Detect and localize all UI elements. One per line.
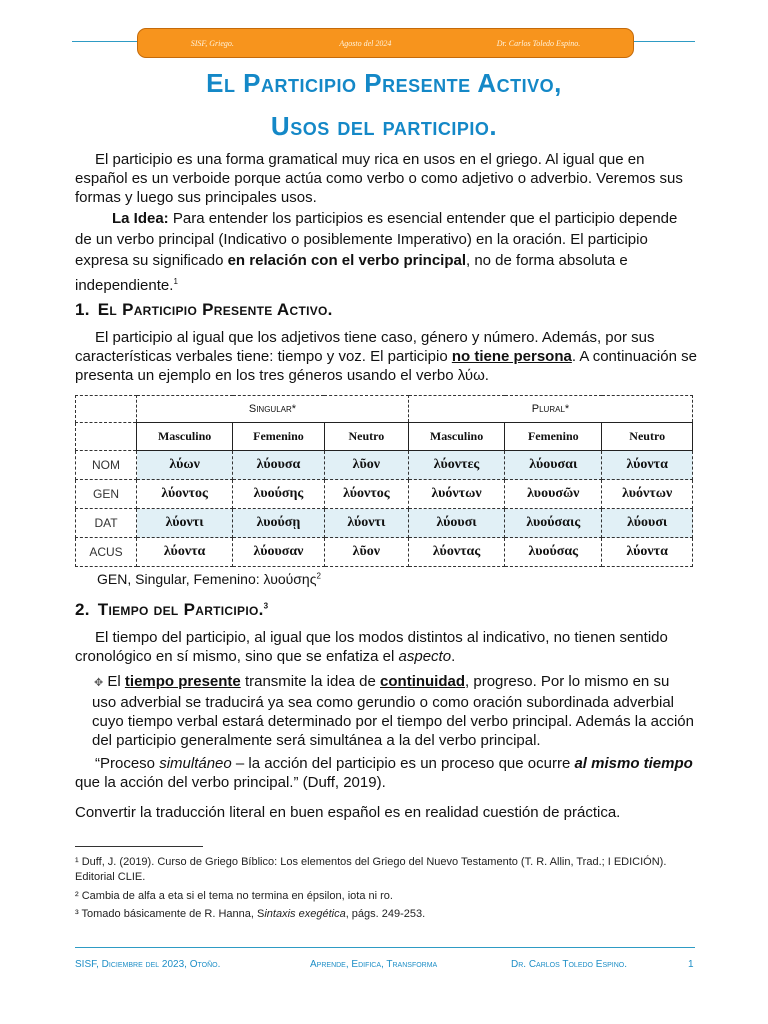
form-cell: λύοντα	[602, 451, 693, 480]
section-1-underlined: no tiene persona	[451, 348, 572, 365]
present-tense-bullet	[92, 672, 697, 750]
section-2-title: Tiempo del Participio.	[97, 600, 264, 619]
form-cell: λῦον	[324, 451, 408, 480]
table-row	[76, 509, 693, 538]
case-label: DAT	[76, 509, 137, 538]
form-cell: λύουσαι	[505, 451, 602, 480]
idea-bold: en relación con el verbo principal	[227, 252, 466, 269]
footnote-3-text-2: , págs. 249-253.	[345, 908, 426, 920]
form-cell: λυούσῃ	[233, 509, 325, 538]
form-cell: λυούσης	[233, 480, 325, 509]
page-title: El Participio Presente Activo,	[206, 68, 562, 98]
case-label: ACUS	[76, 538, 137, 567]
form-cell: λύοντι	[324, 509, 408, 538]
bullet-text-1: El	[103, 673, 125, 690]
intro-paragraph: El participio es una forma gramatical muy rica en usos en el griego. Al igual que en español es un verboide porque actúa como verbo o como adjetivo o adverbio. Veremos sus formas y luego sus principales usos.	[75, 151, 683, 206]
footnote-3-text-1: ³ Tomado básicamente de R. Hanna, S	[75, 908, 265, 920]
quote-text-3: que la acción del verbo principal.” (Duff, 2019).	[75, 774, 386, 791]
bullet-underlined-1: tiempo presente	[124, 673, 241, 690]
section-1-number: 1.	[75, 300, 90, 319]
quote-text-2: – la acción del participio es un proceso que ocurre	[231, 755, 575, 772]
duff-quote	[75, 754, 697, 792]
page-subtitle: Usos del participio.	[270, 111, 498, 141]
section-2-number: 2.	[75, 600, 90, 619]
group-plural: Plural*	[408, 396, 692, 423]
table-row	[76, 451, 693, 480]
section-2-paragraph	[75, 628, 697, 666]
section-2-text-2: .	[451, 648, 456, 665]
idea-text-1: Para entender los participios es esencial entender que el participio depende de un verbo principal (Indicativo o posiblemente Imperativo) en la oración. El participio expresa su significado	[75, 210, 678, 269]
footer-left: SISF, Diciembre del 2023, Otoño.	[75, 959, 221, 970]
footnote-3-italic: intaxis exegética	[264, 908, 346, 920]
gender-header: Femenino	[233, 423, 325, 451]
section-2-text-1: El tiempo del participio, al igual que los modos distintos al indicativo, no tienen sentido cronológico en sí mismo, sino que se enfatiza el	[75, 629, 668, 665]
closing-paragraph: Convertir la traducción literal en buen español es en realidad cuestión de práctica.	[75, 804, 621, 821]
table-corner-2	[76, 423, 137, 451]
form-cell: λύοντος	[137, 480, 233, 509]
form-cell: λυόντων	[408, 480, 504, 509]
gender-header: Neutro	[602, 423, 693, 451]
form-cell: λύοντα	[137, 538, 233, 567]
section-1-text-1: El participio al igual que los adjetivos tiene caso, género y número. Además, por sus características verbales tiene: tiempo y voz. El participio	[75, 329, 655, 365]
gender-header: Masculino	[408, 423, 504, 451]
section-1-paragraph	[75, 328, 697, 385]
quote-italic: simultáneo	[159, 755, 232, 772]
footnote-1: ¹ Duff, J. (2019). Curso de Griego Bíblico: Los elementos del Griego del Nuevo Testamento (T. R. Allin, Trad.; I EDICIÓN). Editorial CLIE.	[75, 856, 667, 883]
form-cell: λῦον	[324, 538, 408, 567]
group-singular: Singular*	[137, 396, 409, 423]
form-cell: λύοντας	[408, 538, 504, 567]
section-2-heading	[75, 600, 268, 620]
form-cell: λυούσαις	[505, 509, 602, 538]
form-cell: λυόντων	[602, 480, 693, 509]
gender-header: Masculino	[137, 423, 233, 451]
quote-text-1: “Proceso	[95, 755, 160, 772]
form-cell: λύοντα	[602, 538, 693, 567]
footnote-ref-2[interactable]: 2	[316, 571, 321, 581]
header-center-text: Agosto del 2024	[339, 38, 392, 48]
bullet-text-2: transmite la idea de	[240, 673, 381, 690]
gender-header: Femenino	[505, 423, 602, 451]
form-cell: λύουσαν	[233, 538, 325, 567]
form-cell: λύοντος	[324, 480, 408, 509]
genitive-note	[97, 571, 321, 587]
footnote-rule	[75, 846, 203, 847]
footer-right: Dr. Carlos Toledo Espino.	[511, 959, 628, 970]
section-1-title: El Participio Presente Activo.	[97, 300, 333, 319]
form-cell: λύων	[137, 451, 233, 480]
quote-bold-italic: al mismo tiempo	[574, 755, 693, 772]
gender-header: Neutro	[324, 423, 408, 451]
idea-paragraph	[75, 208, 697, 296]
header-left-text: SISF, Griego.	[190, 38, 234, 48]
form-cell: λυουσῶν	[505, 480, 602, 509]
participle-table	[75, 395, 693, 567]
idea-text-2: , no de forma absoluta e independiente.	[75, 252, 628, 294]
page-number: 1	[688, 959, 694, 970]
footer-center: Aprende, Edifica, Transforma	[310, 959, 438, 970]
form-cell: λύουσι	[602, 509, 693, 538]
form-cell: λύουσι	[408, 509, 504, 538]
section-1-text-2: . A continuación se presenta un ejemplo en los tres géneros usando el verbo λύω.	[75, 348, 697, 384]
section-1-heading	[75, 300, 333, 320]
form-cell: λύουσα	[233, 451, 325, 480]
footnote-2: ² Cambia de alfa a eta si el tema no termina en épsilon, iota ni ro.	[75, 890, 393, 902]
footnote-ref-3[interactable]: 3	[263, 601, 269, 611]
idea-label: La Idea:	[112, 210, 169, 227]
table-group-row	[76, 396, 693, 423]
form-cell: λύοντες	[408, 451, 504, 480]
table-row	[76, 480, 693, 509]
case-label: NOM	[76, 451, 137, 480]
genitive-note-text: GEN, Singular, Femenino: λυούσης	[97, 571, 317, 587]
footer-rule	[75, 947, 695, 948]
header-right-text: Dr. Carlos Toledo Espino.	[496, 38, 581, 48]
aspect-word: aspecto	[398, 648, 452, 665]
form-cell: λύοντι	[137, 509, 233, 538]
bullet-text-3: , progreso. Por lo mismo en su uso adverbial se traducirá ya sea como gerundio o como oración subordinada adverbial cuyo tiempo verbal estará determinado por el tiempo del verbo principal. Además la acción del participio generalmente será simultánea a la del verbo principal.	[92, 673, 694, 749]
form-cell: λυούσας	[505, 538, 602, 567]
footnote-3	[75, 907, 695, 922]
bullet-icon: ✥	[94, 677, 104, 689]
table-row	[76, 538, 693, 567]
header-banner	[137, 28, 634, 58]
bullet-underlined-2: continuidad	[380, 673, 466, 690]
footnote-ref-1[interactable]: 1	[173, 277, 178, 286]
case-label: GEN	[76, 480, 137, 509]
table-corner	[76, 396, 137, 423]
table-gender-row	[76, 423, 693, 451]
